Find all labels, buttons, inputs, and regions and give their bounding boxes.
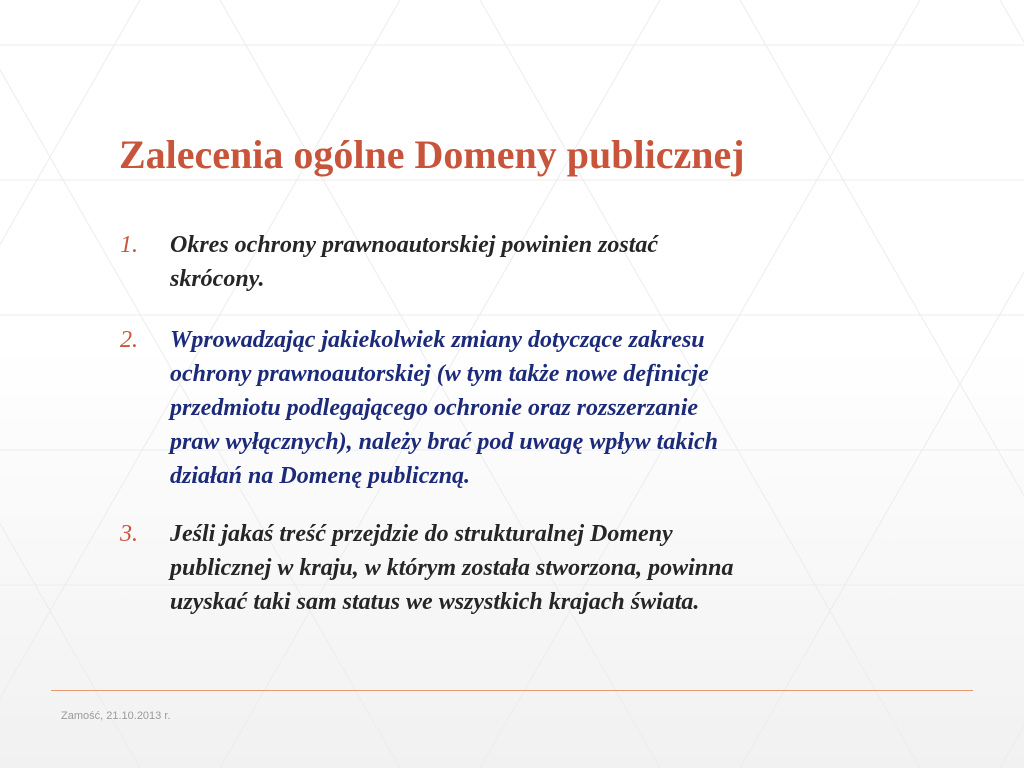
slide-title: Zalecenia ogólne Domeny publicznej [119,132,745,177]
list-item-text-line: praw wyłącznych), należy brać pod uwagę wpływ takich [170,429,718,455]
list-item-text-line: uzyskać taki sam status we wszystkich krajach świata. [170,589,700,615]
list-item-text-line: Okres ochrony prawnoautorskiej powinien zostać [170,232,659,258]
list-item-text-line: skrócony. [170,266,265,292]
list-item-number: 3. [120,521,138,547]
footer-place-date: Zamość, 21.10.2013 r. [61,710,171,722]
list-item-text-line: Jeśli jakaś treść przejdzie do strukturalnej Domeny [170,521,673,547]
footer-divider [51,690,973,691]
list-item-text-line: przedmiotu podlegającego ochronie oraz rozszerzanie [170,395,699,421]
list-item-2 [120,323,900,493]
list-item-text-line: działań na Domenę publiczną. [170,463,471,489]
list-item-text-line: ochrony prawnoautorskiej (w tym także nowe definicje [170,361,709,387]
list-item-number: 1. [120,232,138,258]
list-item-number: 2. [120,327,138,353]
list-item-1 [120,228,900,296]
list-item-3 [120,517,900,619]
list-item-text-line: Wprowadzając jakiekolwiek zmiany dotyczące zakresu [170,327,705,353]
list-item-text-line: publicznej w kraju, w którym została stworzona, powinna [170,555,734,581]
